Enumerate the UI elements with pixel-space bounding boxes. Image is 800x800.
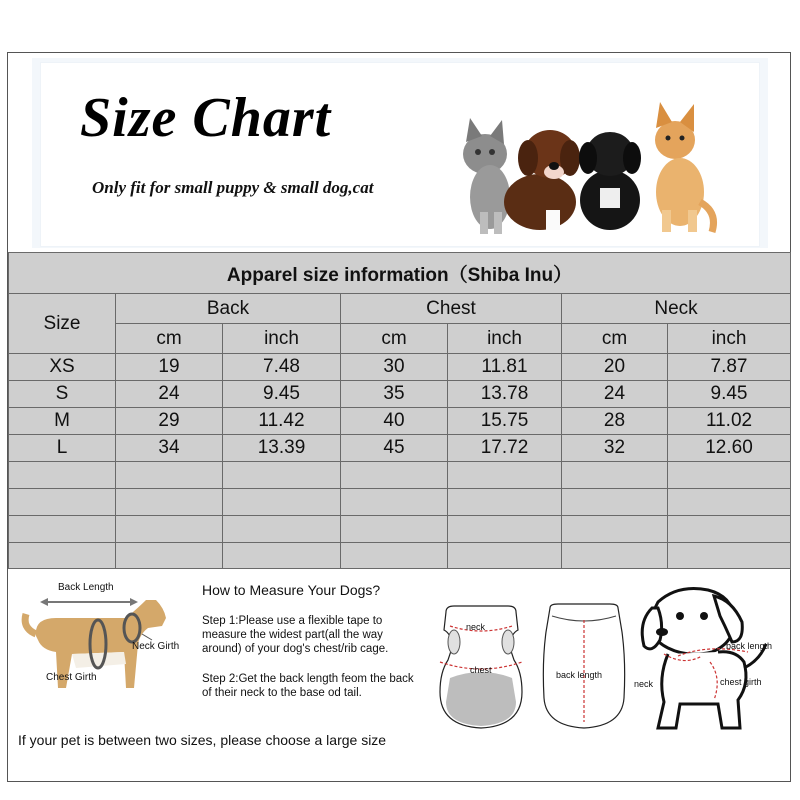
page-subtitle: Only fit for small puppy & small dog,cat (92, 178, 374, 197)
table-cell: 30 (341, 354, 448, 381)
table-cell: 13.78 (448, 381, 562, 408)
group-header-back: Back (116, 294, 341, 324)
table-cell: 11.81 (448, 354, 562, 381)
table-cell: 11.02 (668, 408, 791, 435)
cartoon-back-length-label: back length (726, 641, 773, 651)
table-cell: 28 (562, 408, 668, 435)
table-cell: 20 (562, 354, 668, 381)
unit-header: inch (448, 324, 562, 354)
unit-header: cm (562, 324, 668, 354)
table-row (9, 381, 791, 408)
table-cell: 15.75 (448, 408, 562, 435)
table-row (9, 408, 791, 435)
cartoon-neck-label: neck (634, 679, 654, 689)
page-title: Size Chart (80, 87, 332, 149)
size-table (8, 252, 791, 570)
table-cell: 11.42 (223, 408, 341, 435)
size-cell: S (9, 381, 116, 408)
chest-girth-label: Chest Girth (46, 672, 97, 683)
empty-row (9, 489, 791, 516)
size-cell: M (9, 408, 116, 435)
table-title: Apparel size information（Shiba Inu） (9, 253, 791, 294)
table-cell: 24 (562, 381, 668, 408)
table-cell: 24 (116, 381, 223, 408)
table-cell: 19 (116, 354, 223, 381)
group-header-chest: Chest (341, 294, 562, 324)
howto-title: How to Measure Your Dogs? (202, 582, 381, 598)
size-cell: L (9, 435, 116, 462)
size-cell: XS (9, 354, 116, 381)
unit-header: inch (668, 324, 791, 354)
size-column-header: Size (9, 294, 116, 354)
table-cell: 9.45 (668, 381, 791, 408)
empty-row (9, 462, 791, 489)
unit-header: cm (341, 324, 448, 354)
table-cell: 29 (116, 408, 223, 435)
step-1-text: Step 1:Please use a flexible tape to measure the widest part(all the way around) of your dog's chest/rib cage. (202, 615, 389, 655)
sizing-note: If your pet is between two sizes, please choose a large size (18, 732, 387, 748)
empty-row (9, 516, 791, 543)
step-2-text: Step 2:Get the back length feom the back of their neck to the base od tail. (202, 673, 414, 699)
table-cell: 7.48 (223, 354, 341, 381)
vest-back-diagram (538, 602, 630, 732)
table-cell: 7.87 (668, 354, 791, 381)
cartoon-chest-girth-label: chest girth (720, 677, 762, 687)
empty-row (9, 543, 791, 570)
table-cell: 32 (562, 435, 668, 462)
cartoon-dog-diagram (628, 582, 776, 738)
table-row (9, 435, 791, 462)
vest-neck-label: neck (466, 622, 486, 632)
table-cell: 45 (341, 435, 448, 462)
group-header-neck: Neck (562, 294, 791, 324)
back-length-label: Back Length (58, 582, 114, 593)
unit-header: cm (116, 324, 223, 354)
table-cell: 9.45 (223, 381, 341, 408)
table-cell: 12.60 (668, 435, 791, 462)
table-cell: 35 (341, 381, 448, 408)
table-cell: 17.72 (448, 435, 562, 462)
table-row (9, 354, 791, 381)
pets-photo (450, 92, 720, 237)
table-cell: 40 (341, 408, 448, 435)
neck-girth-label: Neck Girth (132, 641, 180, 652)
vest-back-length-label: back length (556, 670, 603, 680)
table-cell: 13.39 (223, 435, 341, 462)
vest-chest-label: chest (470, 665, 492, 675)
unit-header: inch (223, 324, 341, 354)
table-cell: 34 (116, 435, 223, 462)
